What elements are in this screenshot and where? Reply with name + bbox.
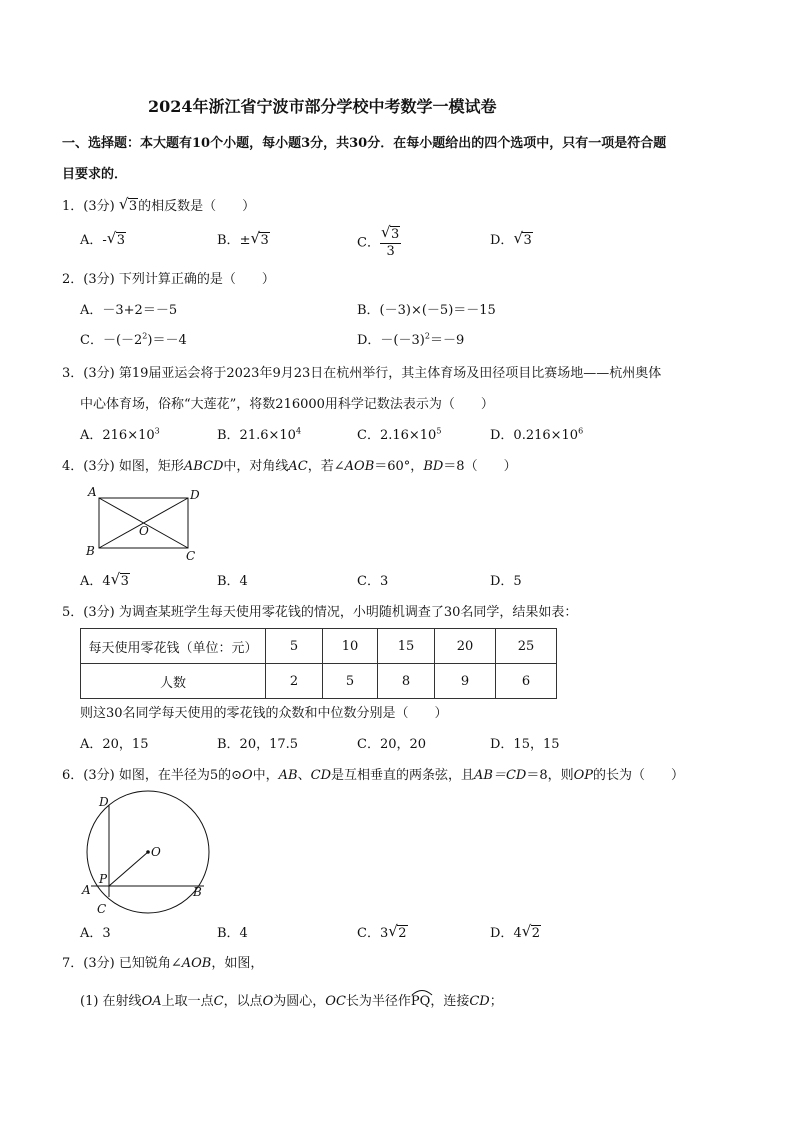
option-text: B．21.6×10 (217, 428, 296, 443)
stem-text: ，以点 (223, 994, 263, 1009)
stem-text: 上取一点 (161, 994, 214, 1009)
q1-suffix: 的相反数是（ ） (138, 199, 256, 214)
table-row (81, 664, 557, 699)
stem-text: ＝8，则 (526, 768, 574, 783)
table-cell: 20 (435, 629, 496, 664)
stem-text: 的长为（ ） (593, 768, 685, 783)
math-var: ABCD (183, 459, 224, 474)
question-5-stem: 5．(3分) 为调查某班学生每天使用零花钱的情况，小明随机调查了30名同学，结果如表： (62, 605, 578, 620)
sqrt-symbol: √ 3 (380, 223, 400, 242)
table-row (81, 629, 557, 664)
radicand: 3 (116, 233, 126, 248)
math-var: CD (469, 994, 490, 1009)
stem-text: 6．(3分) 如图，在半径为5的⊙ (62, 768, 242, 783)
arc-mark-icon (411, 988, 433, 996)
option-label: A． (80, 574, 103, 589)
stem-text: (1) 在射线 (80, 994, 142, 1009)
stem-text: ＝8（ ） (443, 459, 517, 474)
exponent: 4 (295, 426, 302, 436)
stem-text: 、 (297, 768, 311, 783)
q3-option-a[interactable] (80, 428, 160, 444)
table-cell: 5 (266, 629, 323, 664)
option-label: C． (357, 235, 380, 251)
q1-option-a[interactable] (80, 229, 126, 249)
sqrt-symbol: √ 3 (110, 570, 129, 589)
math-var: AOB (181, 956, 212, 971)
q2-option-c[interactable] (80, 333, 187, 349)
question-5-follow: 则这30名同学每天使用的零花钱的众数和中位数分别是（ ） (80, 706, 448, 721)
radicand: 3 (260, 233, 269, 248)
table-header-cell: 每天使用零花钱（单位：元） (81, 629, 266, 664)
option-sign: ± (239, 233, 251, 248)
radicand: 3 (120, 574, 129, 589)
question-6-stem (62, 768, 684, 784)
q1-radicand: 3 (128, 199, 138, 214)
exponent: 6 (578, 426, 584, 436)
stem-text: 为圆心， (273, 994, 326, 1009)
table-cell: 6 (496, 664, 557, 699)
sqrt-symbol: √ 3 (106, 229, 126, 248)
q5-option-c[interactable]: C．20，20 (357, 737, 427, 752)
question-3-stem: 3．(3分) 第19届亚运会将于2023年9月23日在杭州举行，其主体育场及田径项目比赛场地——杭州奥体 (62, 366, 662, 381)
fraction (380, 223, 401, 261)
math-var: O (262, 994, 274, 1009)
table-cell: 2 (266, 664, 323, 699)
rectangle-figure (80, 484, 210, 564)
q6-option-b[interactable]: B．4 (217, 926, 248, 941)
question-7-stem (62, 956, 263, 972)
circle-figure (76, 790, 216, 920)
q6-option-d[interactable] (490, 922, 541, 942)
stem-text: 7．(3分) 已知锐角∠ (62, 956, 182, 971)
math-var: AB (278, 768, 298, 783)
question-1-stem (62, 195, 256, 215)
option-text: C．－(－2 (80, 333, 143, 348)
option-label: B． (217, 233, 240, 248)
table-header-cell: 人数 (81, 664, 266, 699)
q4-option-d[interactable]: D．5 (490, 574, 522, 589)
stem-text: ，连接 (430, 994, 470, 1009)
sqrt-symbol: √ 2 (521, 922, 540, 941)
label-a: A (82, 883, 91, 897)
q2-option-a[interactable]: A．－3+2＝－5 (80, 303, 178, 318)
stem-text: 中， (252, 768, 279, 783)
sqrt-symbol: √ 3 (118, 195, 138, 214)
sqrt-symbol: √ 3 (250, 229, 269, 248)
option-label: D． (490, 926, 514, 941)
q4-option-a[interactable] (80, 570, 130, 590)
exponent: 2 (142, 331, 148, 341)
stem-text: ，若∠ (307, 459, 345, 474)
q1-option-d[interactable] (490, 229, 533, 249)
option-text: D．－(－3) (357, 333, 425, 348)
table-cell: 9 (435, 664, 496, 699)
radicand: 2 (398, 926, 407, 941)
section-header: 一、选择题：本大题有10个小题，每小题3分，共30分．在每小题给出的四个选项中，只有一项是符合题 (62, 136, 667, 151)
label-p: P (99, 872, 108, 886)
table-cell: 8 (378, 664, 435, 699)
table-cell: 10 (323, 629, 378, 664)
section-header-cont: 目要求的． (62, 167, 128, 182)
coefficient: 3 (379, 926, 389, 941)
exponent: 2 (424, 331, 430, 341)
option-sign: - (102, 233, 107, 248)
stem-text: 4．(3分) 如图，矩形 (62, 459, 184, 474)
option-label: A． (80, 233, 103, 248)
q1-prefix: 1．(3分) (62, 199, 119, 214)
q6-option-c[interactable] (357, 922, 408, 942)
math-var: OA (141, 994, 162, 1009)
stem-text: 是互相垂直的两条弦，且 (331, 768, 475, 783)
coefficient: 4 (102, 574, 111, 589)
q3-option-c[interactable] (357, 428, 441, 444)
radicand: 3 (390, 227, 400, 242)
math-var: AB＝CD (474, 768, 527, 783)
table-cell: 15 (378, 629, 435, 664)
math-var: AC (288, 459, 308, 474)
math-var: O (241, 768, 253, 783)
option-label: C． (357, 926, 380, 941)
q1-option-c[interactable] (357, 223, 401, 261)
q6-option-a[interactable]: A．3 (80, 926, 111, 941)
option-label: D． (490, 233, 514, 248)
data-table (80, 628, 557, 699)
label-b: B (86, 544, 95, 558)
exponent: 5 (436, 426, 442, 436)
math-var: OC (325, 994, 346, 1009)
q2-option-d[interactable] (357, 333, 464, 349)
option-text: )＝－4 (147, 333, 187, 348)
label-d: D (99, 795, 109, 809)
stem-text: ＝60°， (374, 459, 424, 474)
label-d: D (190, 488, 200, 502)
label-o: O (139, 524, 149, 538)
q4-option-b[interactable]: B．4 (217, 574, 248, 589)
option-text: C．2.16×10 (357, 428, 437, 443)
radicand: 2 (531, 926, 540, 941)
q5-option-b[interactable]: B．20，17.5 (217, 737, 299, 752)
question-4-stem (62, 459, 517, 475)
question-3-stem-cont: 中心体育场，俗称“大莲花”，将数216000用科学记数法表示为（ ） (80, 397, 494, 412)
stem-text: 长为半径作 (345, 994, 411, 1009)
q4-option-c[interactable]: C．3 (357, 574, 389, 589)
math-var: AOB (344, 459, 375, 474)
label-o: O (151, 845, 161, 859)
math-var: CD (310, 768, 332, 783)
q3-option-d[interactable] (490, 428, 583, 444)
label-c: C (97, 902, 107, 916)
q3-option-b[interactable] (217, 428, 301, 444)
math-var: C (213, 994, 224, 1009)
stem-text: 中，对角线 (223, 459, 289, 474)
table-cell: 25 (496, 629, 557, 664)
option-text: A．216×10 (80, 428, 155, 443)
sqrt-symbol: √ 3 (513, 229, 532, 248)
sqrt-symbol: √ 2 (388, 922, 407, 941)
exponent: 3 (154, 426, 160, 436)
page-title: 2024年浙江省宁波市部分学校中考数学一模试卷 (148, 97, 497, 116)
question-2-stem: 2．(3分) 下列计算正确的是（ ） (62, 272, 275, 287)
stem-text: ； (489, 994, 503, 1009)
arc-notation (411, 994, 430, 1010)
question-7-step-1 (80, 994, 503, 1010)
q5-option-a[interactable]: A．20，15 (80, 737, 149, 752)
q5-option-d[interactable]: D．15，15 (490, 737, 560, 752)
math-var: BD (423, 459, 444, 474)
radicand: 3 (523, 233, 532, 248)
arc-label: PQ (410, 994, 431, 1009)
option-text: D．0.216×10 (490, 428, 579, 443)
table-cell: 5 (323, 664, 378, 699)
q1-option-b[interactable] (217, 229, 270, 249)
label-b: B (193, 885, 202, 899)
coefficient: 4 (513, 926, 522, 941)
stem-text: ，如图， (211, 956, 264, 971)
label-c: C (186, 549, 196, 563)
denominator: 3 (386, 244, 395, 260)
q2-option-b[interactable]: B．(－3)×(－5)＝－15 (357, 303, 496, 318)
label-a: A (88, 485, 97, 499)
option-text: ＝－9 (429, 333, 465, 348)
math-var: OP (573, 768, 594, 783)
